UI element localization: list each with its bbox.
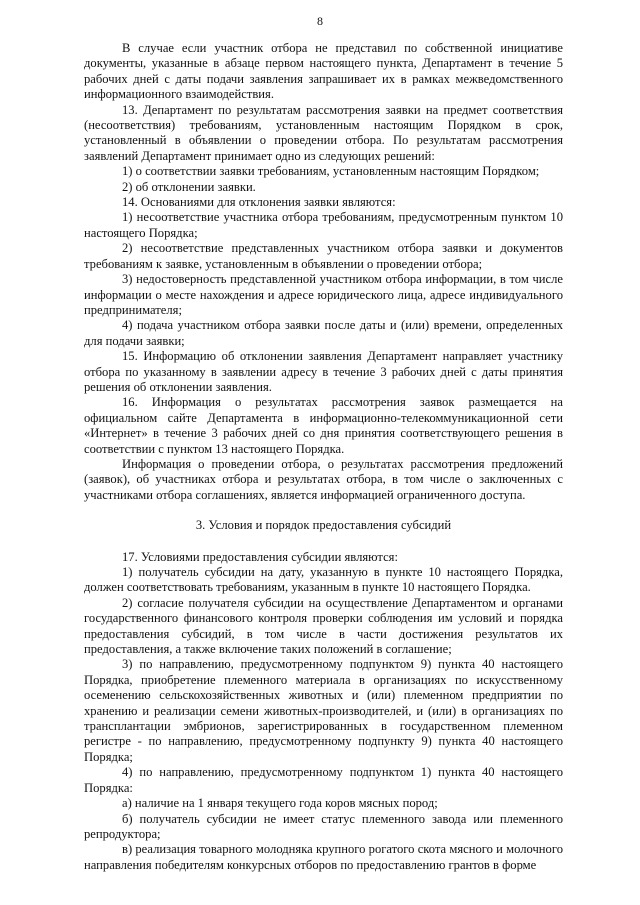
paragraph: 2) несоответствие представленных участником отбора заявки и документов требованиям к заявке, установленным в объявлении о проведении отбора; — [84, 241, 563, 271]
paragraph: 2) об отклонении заявки. — [122, 179, 256, 194]
paragraph: 1) о соответствии заявки требованиям, установленным настоящим Порядком; — [122, 164, 540, 179]
paragraph: б) получатель субсидии не имеет статус племенного завода или племенного репродуктора; — [84, 811, 563, 841]
paragraph: 17. Условиями предоставления субсидии являются: — [122, 549, 398, 564]
paragraph: 13. Департамент по результатам рассмотрения заявки на предмет соответствия (несоответствия) требованиям, установленным настоящим Порядком в срок, установленный в объявлении о проведении отбора. По результатам рассмотрения заявлений Департамент принимает одно из следующих решений: — [84, 102, 563, 163]
paragraph: 1) несоответствие участника отбора требованиям, предусмотренным пунктом 10 настоящего Порядка; — [84, 210, 563, 240]
document-body — [84, 0, 563, 873]
page-number: 8 — [317, 14, 323, 28]
paragraph: 1) получатель субсидии на дату, указанную в пункте 10 настоящего Порядка, должен соответствовать требованиям, указанным в пункте 10 настоящего Порядка. — [84, 565, 563, 595]
paragraph: 16. Информация о результатах рассмотрения заявок размещается на официальном сайте Департамента в информационно-телекоммуникационной сети «Интернет» в течение 3 рабочих дней со дня принятия соответствующего решения в соответствии с пунктом 13 настоящего Порядка. — [84, 395, 563, 456]
paragraph: а) наличие на 1 января текущего года коров мясных пород; — [122, 796, 438, 811]
paragraph: 4) подача участником отбора заявки после даты и (или) времени, определенных для подачи заявки; — [84, 318, 563, 348]
paragraph: 15. Информацию об отклонении заявления Департамент направляет участнику отбора по указанному в заявлении адресу в течение 3 рабочих дней с даты принятия решения об отклонении заявления. — [84, 349, 563, 394]
paragraph: 14. Основаниями для отклонения заявки являются: — [122, 195, 396, 210]
section-heading: 3. Условия и порядок предоставления субсидий — [195, 518, 452, 533]
paragraph: 3) по направлению, предусмотренному подпунктом 9) пункта 40 настоящего Порядка, приобретение племенного материала в организациях по искусственному осеменению сельскохозяйственных животных и (или) племенном предприятии по хранению и реализации семени животных-производителей, и (или) в организациях по трансплантации эмбрионов, зарегистрированных в государственном племенном регистре - по направлению, предусмотренному подпункту 9) пункта 40 настоящего Порядка; — [84, 657, 563, 764]
paragraph: Информация о проведении отбора, о результатах рассмотрения предложений (заявок), об участниках отбора и результатах отбора, в том числе о заключенных с участниками отбора соглашениях, является информацией ограниченного доступа. — [84, 456, 563, 502]
paragraph: в) реализация товарного молодняка крупного рогатого скота мясного и молочного направления победителям конкурсных отборов по предоставлению грантов в форме — [84, 842, 563, 872]
paragraph: В случае если участник отбора не представил по собственной инициативе документы, указанные в абзаце первом настоящего пункта, Департамент в течение 5 рабочих дней с даты подачи заявления запрашивает их в рамках межведомственного информационного взаимодействия. — [84, 41, 563, 102]
paragraph: 4) по направлению, предусмотренному подпунктом 1) пункта 40 настоящего Порядка: — [84, 765, 563, 795]
paragraph: 3) недостоверность представленной участником отбора информации, в том числе информации о месте нахождения и адресе юридического лица, адресе индивидуального предпринимателя; — [84, 272, 563, 317]
paragraph: 2) согласие получателя субсидии на осуществление Департаментом и органами государственного финансового контроля проверки соблюдения им условий и порядка предоставления субсидий, в том числе в части достижения результатов их предоставления, а также включение таких положений в соглашение; — [84, 595, 563, 657]
